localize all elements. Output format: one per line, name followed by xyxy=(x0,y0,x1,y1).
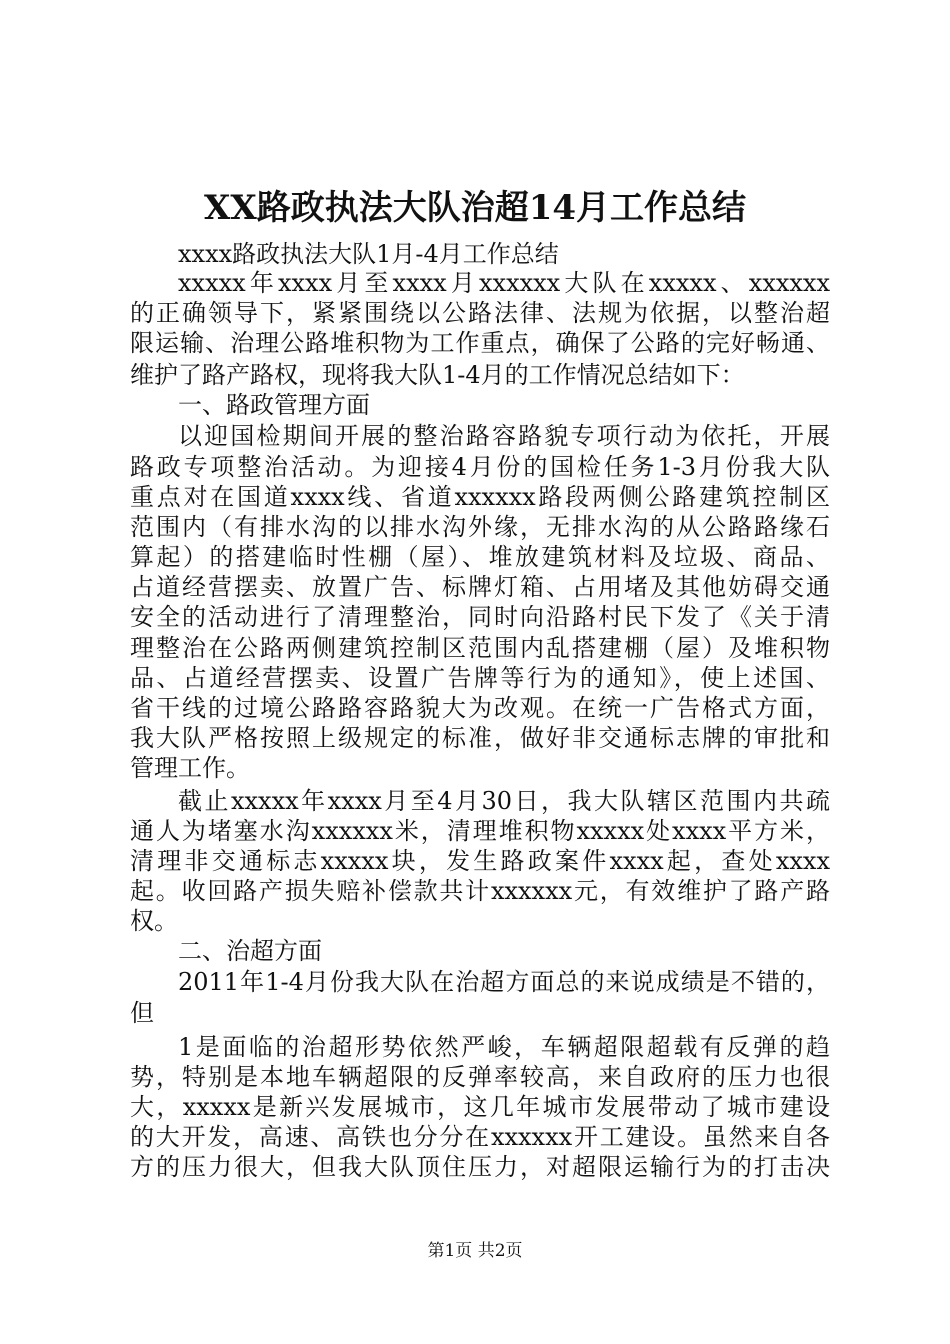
text-line: xxxx路政执法大队1月-4月工作总结 xyxy=(178,240,559,268)
text-line: 路政专项整治活动。为迎接4月份的国检任务1-3月份我大队 xyxy=(130,453,830,481)
text-line: 大，xxxxx是新兴发展城市，这几年城市发展带动了城市建设 xyxy=(130,1093,830,1121)
text-line: 重点对在国道xxxx线、省道xxxxxx路段两侧公路建筑控制区 xyxy=(130,483,830,511)
text-line: 的大开发，高速、高铁也分分在xxxxxx开工建设。虽然来自各 xyxy=(130,1123,830,1151)
text-line: 方的压力很大，但我大队顶住压力，对超限运输行为的打击决 xyxy=(130,1153,830,1181)
text-line: 占道经营摆卖、放置广告、标牌灯箱、占用堵及其他妨碍交通 xyxy=(130,573,830,601)
text-line: xxxxx年xxxx月至xxxx月xxxxxx大队在xxxxx、xxxxxx xyxy=(178,269,830,297)
text-line: 起。收回路产损失赔补偿款共计xxxxxx元，有效维护了路产路 xyxy=(130,877,830,905)
text-line: 2011年1-4月份我大队在治超方面总的来说成绩是不错的， xyxy=(178,968,830,996)
text-line: 我大队严格按照上级规定的标准，做好非交通标志牌的审批和 xyxy=(130,724,830,752)
text-line: 通人为堵塞水沟xxxxxx米，清理堆积物xxxxx处xxxx平方米， xyxy=(130,817,830,845)
text-line: 维护了路产路权，现将我大队1-4月的工作情况总结如下： xyxy=(130,361,745,389)
section-heading: 二、治超方面 xyxy=(178,937,322,965)
text-line: 限运输、治理公路堆积物为工作重点，确保了公路的完好畅通、 xyxy=(130,329,830,357)
section-heading: 一、路政管理方面 xyxy=(178,391,370,419)
text-line: 管理工作。 xyxy=(130,754,250,782)
text-line: 1是面临的治超形势依然严峻，车辆超限超载有反弹的趋 xyxy=(178,1033,830,1061)
text-line: 理整治在公路两侧建筑控制区范围内乱搭建棚（屋）及堆积物 xyxy=(130,634,830,662)
text-line: 范围内（有排水沟的以排水沟外缘，无排水沟的从公路路缘石 xyxy=(130,513,830,541)
text-line: 势，特别是本地车辆超限的反弹率较高，来自政府的压力也很 xyxy=(130,1063,830,1091)
page-footer: 第1页 共2页 xyxy=(427,1241,523,1261)
text-line: 安全的活动进行了清理整治，同时向沿路村民下发了《关于清 xyxy=(130,603,830,631)
text-line: 算起）的搭建临时性棚（屋）、堆放建筑材料及垃圾、商品、 xyxy=(130,543,830,571)
text-line: 以迎国检期间开展的整治路容路貌专项行动为依托，开展 xyxy=(178,422,830,450)
text-line: 截止xxxxx年xxxx月至4月30日，我大队辖区范围内共疏 xyxy=(178,787,830,815)
text-line: 清理非交通标志xxxxx块，发生路政案件xxxx起，查处xxxx xyxy=(130,847,830,875)
text-line: 权。 xyxy=(130,907,178,935)
text-line: 的正确领导下，紧紧围绕以公路法律、法规为依据，以整治超 xyxy=(130,299,830,327)
document-title: XX路政执法大队治超14月工作总结 xyxy=(203,188,747,228)
text-line: 但 xyxy=(130,999,154,1027)
text-line: 省干线的过境公路路容路貌大为改观。在统一广告格式方面， xyxy=(130,694,830,722)
text-line: 品、占道经营摆卖、设置广告牌等行为的通知》，使上述国、 xyxy=(130,664,830,692)
